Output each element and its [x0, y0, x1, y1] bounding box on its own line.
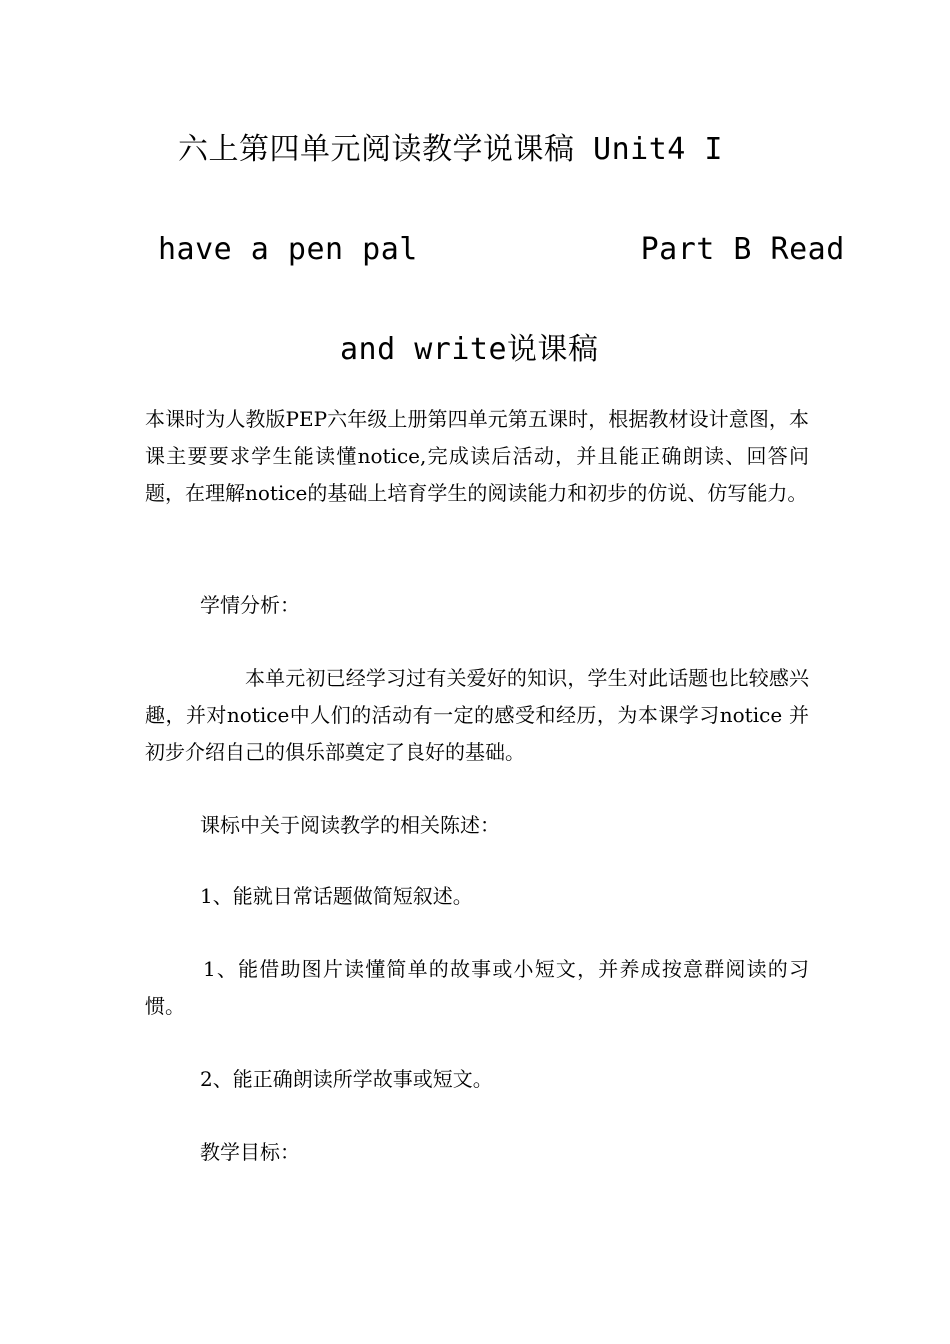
curriculum-item: 1、能就日常话题做简短叙述。: [200, 884, 473, 908]
title-line-3: and write说课稿: [340, 332, 599, 367]
section-heading-curriculum: 课标中关于阅读教学的相关陈述：: [200, 813, 500, 837]
curriculum-item: 2、能正确朗读所学故事或短文。: [200, 1067, 493, 1091]
curriculum-item: 1、能借助图片读懂简单的故事或小短文，并养成按意群阅读的习惯。: [145, 957, 809, 1018]
intro-paragraph: 本课时为人教版PEP六年级上册第四单元第五课时，根据教材设计意图，本课主要要求学生能读懂notice,完成读后活动，并且能正确朗读、回答问题，在理解notice的基础上培育学生的阅读能力和初步的仿说、仿写能力。: [145, 407, 809, 505]
learner-analysis-paragraph: 本单元初已经学习过有关爱好的知识，学生对此话题也比较感兴趣，并对notice中人们的活动有一定的感受和经历，为本课学习notice 并初步介绍自己的俱乐部奠定了良好的基础。: [145, 666, 809, 764]
section-heading-objectives: 教学目标：: [200, 1140, 300, 1164]
section-heading-learner-analysis: 学情分析：: [200, 593, 300, 617]
title-line-2: have a pen pal Part B Read: [158, 232, 845, 267]
title-line-1: 六上第四单元阅读教学说课稿 Unit4 I: [178, 132, 723, 167]
